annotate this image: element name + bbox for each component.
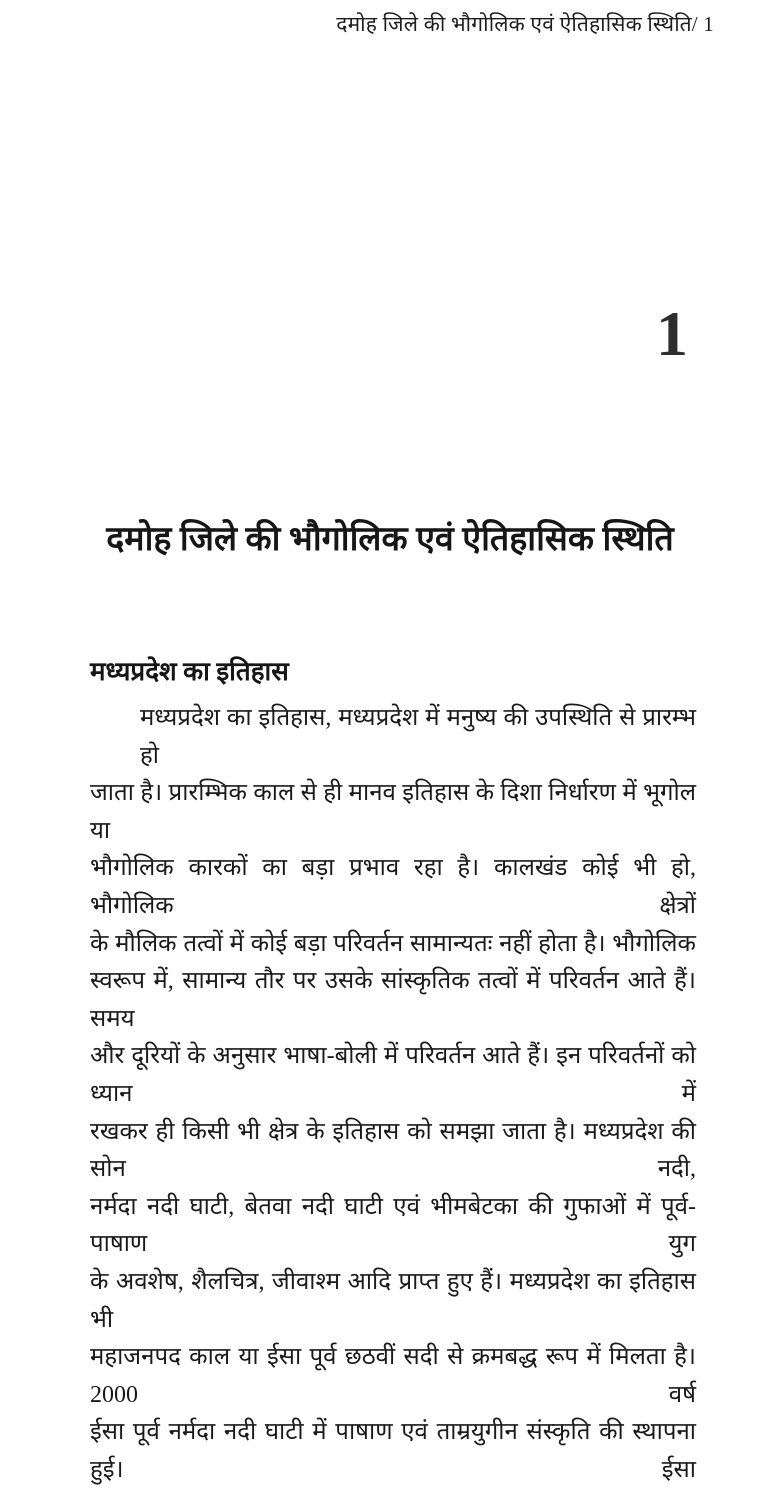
body-text-line: के अवशेष, शैलचित्र, जीवाश्म आदि प्राप्त हुए हैं। मध्यप्रदेश का इतिहास भी [90,1268,696,1333]
body-text-line: और दूरियों के अनुसार भाषा-बोली में परिवर्तन आते हैं। इन परिवर्तनों को ध्यान में [90,1043,696,1107]
section-heading: मध्यप्रदेश का इतिहास [90,657,289,686]
chapter-title: दमोह जिले की भौगोलिक एवं ऐतिहासिक स्थिति [106,521,674,558]
body-text-line: महाजनपद काल या ईसा पूर्व छठवीं सदी से क्रमबद्ध रूप में मिलता है। 2000 वर्ष [90,1344,696,1408]
body-text-line: नर्मदा नदी घाटी, बेतवा नदी घाटी एवं भीमबेटका की गुफाओं में पूर्व-पाषाण युग [90,1193,696,1258]
body-text-line: के मौलिक तत्वों में कोई बड़ा परिवर्तन सामान्यतः नहीं होता है। भौगोलिक [90,930,696,957]
body-paragraph [90,700,696,1489]
body-text-line: ईसा पूर्व नर्मदा नदी घाटी में पाषाण एवं ताम्रयुगीन संस्कृति की स्थापना हुई। ईसा [90,1419,696,1483]
body-text-line: मध्यप्रदेश का इतिहास, मध्यप्रदेश में मनुष्य की उपस्थिति से प्रारम्भ हो [140,705,696,769]
body-text-line: स्वरूप में, सामान्य तौर पर उसके सांस्कृतिक तत्वों में परिवर्तन आते हैं। समय [90,968,696,1032]
running-header: दमोह जिले की भौगोलिक एवं ऐतिहासिक स्थिति/ 1 [336,12,714,36]
body-text-line: भौगोलिक कारकों का बड़ा प्रभाव रहा है। कालखंड कोई भी हो, भौगोलिक क्षेत्रों [90,855,696,919]
chapter-number: 1 [656,298,688,369]
body-text-line: जाता है। प्रारम्भिक काल से ही मानव इतिहास के दिशा निर्धारण में भूगोल या [90,780,696,844]
body-text-line: रखकर ही किसी भी क्षेत्र के इतिहास को समझा जाता है। मध्यप्रदेश की सोन नदी, [90,1118,696,1183]
